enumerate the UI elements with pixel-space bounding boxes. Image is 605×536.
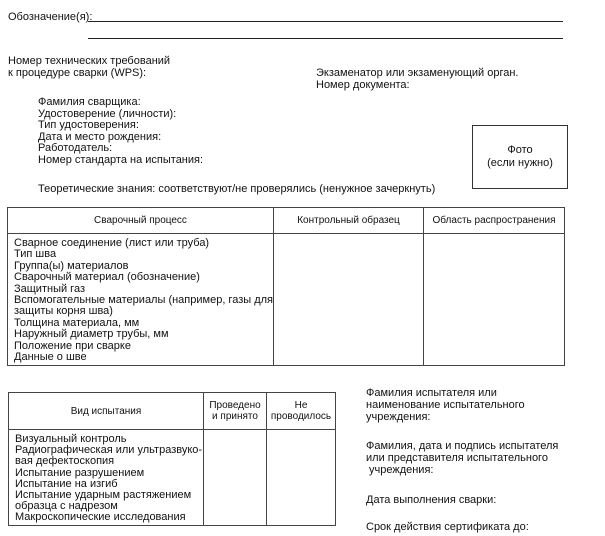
list-item: образца с надрезом (15, 500, 118, 513)
test-standard-label: Номер стандарта на испытания: (38, 153, 204, 166)
signature-label-line2: или представителя испытательного (366, 452, 548, 464)
tester-label-line2: наименование испытательного (366, 399, 525, 411)
list-item: Положение при сварке (14, 339, 131, 352)
process-items (8, 234, 274, 366)
examiner-line2: Номер документа: (316, 79, 410, 91)
weld-date-label: Дата выполнения сварки: (366, 494, 497, 506)
list-item: Тип шва (14, 248, 57, 261)
list-item: защиты корня шва) (14, 305, 113, 318)
range-cell (424, 234, 565, 366)
col-header-process: Сварочный процесс (8, 208, 274, 234)
list-item: Испытание разрушением (15, 466, 145, 479)
employer-label: Работодатель: (38, 142, 113, 155)
wps-label-line1: Номер технических требований (8, 55, 171, 67)
not-line2: проводилось (270, 411, 332, 422)
col-header-done (204, 393, 267, 430)
done-cell (204, 430, 267, 526)
signature-label-line1: Фамилия, дата и подпись испытателя (366, 440, 559, 452)
validity-label: Срок действия сертификата до: (366, 521, 529, 533)
process-table (7, 207, 565, 366)
list-item: Сварочный материал (обозначение) (14, 271, 200, 284)
col-header-sample: Контрольный образец (274, 208, 424, 234)
list-item: Испытание на изгиб (15, 477, 118, 490)
list-item: вая дефектоскопия (15, 455, 115, 468)
col-header-test-type: Вид испытания (9, 393, 204, 430)
photo-note: (если нужно) (487, 157, 553, 169)
list-item: Группа(ы) материалов (14, 259, 129, 272)
document-type-label: Тип удостоверения: (38, 119, 139, 132)
done-line1: Проведено (209, 400, 261, 411)
tester-label-line1: Фамилия испытателя или (366, 387, 497, 399)
welder-info (38, 97, 203, 167)
col-header-range: Область распространения (424, 208, 565, 234)
list-item: Макроскопические исследования (15, 511, 186, 524)
list-item: Радиографическая или ультразвуко- (15, 444, 203, 457)
list-item: Испытание ударным растяжением (15, 489, 192, 502)
designation-line-2 (88, 38, 563, 39)
test-items (9, 430, 204, 526)
welder-name-label: Фамилия сварщика: (38, 96, 141, 108)
designation-line (88, 21, 563, 22)
list-item: Данные о шве (14, 351, 87, 364)
examiner-line1: Экзаменатор или экзаменующий орган. (316, 67, 519, 79)
test-table (8, 392, 336, 526)
wps-label-line2: к процедуре сварки (WPS): (8, 67, 147, 79)
list-item: Вспомогательные материалы (например, газы для (14, 294, 273, 307)
done-line2: и принято (212, 411, 258, 422)
photo-box (472, 125, 568, 189)
tester-label-line3: учреждения: (366, 411, 431, 423)
not-done-cell (267, 430, 336, 526)
col-header-not-done (267, 393, 336, 430)
sample-cell (274, 234, 424, 366)
identity-document-label: Удостоверение (личности): (38, 107, 177, 120)
designation-label: Обозначение(я): (8, 11, 93, 23)
list-item: Визуальный контроль (15, 433, 127, 445)
photo-label: Фото (507, 144, 533, 156)
list-item: Наружный диаметр трубы, мм (14, 328, 169, 341)
list-item: Сварное соединение (лист или труба) (14, 237, 210, 249)
birth-date-place-label: Дата и место рождения: (38, 130, 162, 143)
signature-label-line3: учреждения: (369, 464, 434, 476)
list-item: Защитный газ (14, 282, 85, 295)
theory-knowledge: Теоретические знания: соответствуют/не проверялись (ненужное зачеркнуть) (38, 183, 436, 195)
list-item: Толщина материала, мм (14, 316, 140, 329)
not-line1: Не (294, 400, 308, 411)
